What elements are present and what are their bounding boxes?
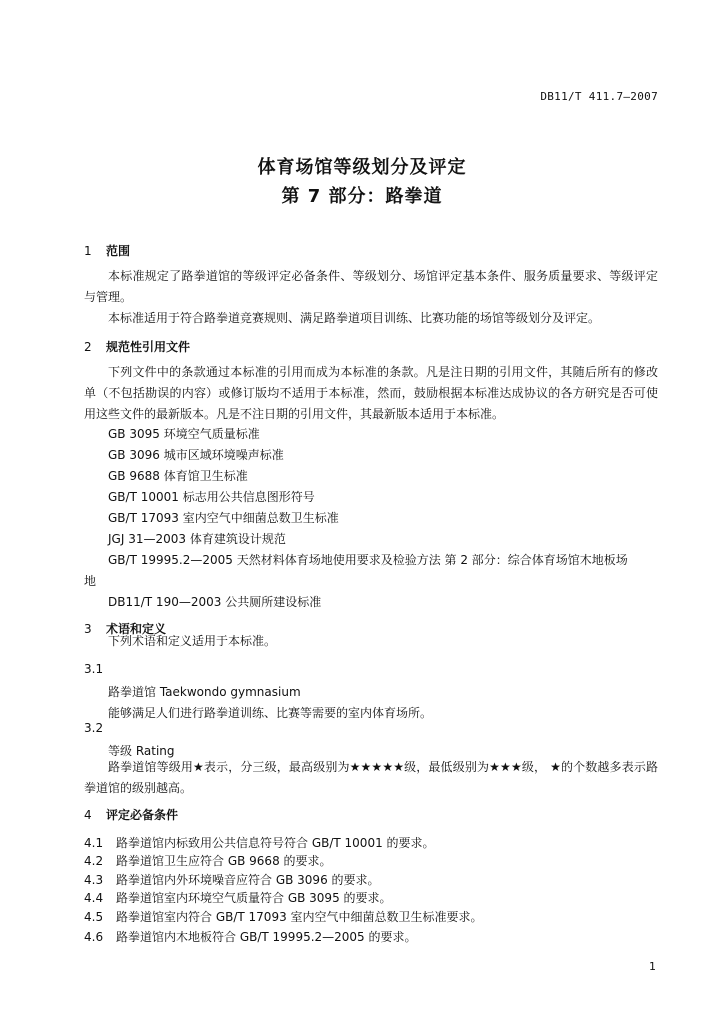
term-3-2-title: 等级 Rating (108, 744, 175, 758)
requirement-item (84, 852, 332, 869)
requirement-text: 路拳道馆内外环境噪音应符合 GB 3096 的要求。 (116, 873, 380, 887)
document-subtitle: 第 7 部分：路拳道 (281, 186, 443, 207)
requirement-number: 4.3 (84, 873, 104, 887)
reference-item: GB 3096 城市区域环境噪声标准 (108, 448, 284, 462)
section-4-number: 4 (84, 808, 92, 822)
section-3-intro (108, 631, 276, 652)
section-2-number: 2 (84, 340, 92, 354)
reference-item: GB/T 19995.2—2005 天然材料体育场地使用要求及检验方法 第 2 部分：综合体育场馆木地板场 (108, 553, 628, 567)
section-2-title: 规范性引用文件 (106, 340, 191, 354)
requirement-item (84, 834, 435, 851)
requirement-item (84, 889, 392, 906)
requirement-number: 4.1 (84, 836, 104, 850)
reference-item: DB11/T 190—2003 公共厕所建设标准 (108, 595, 322, 609)
section-1-title: 范围 (106, 244, 131, 258)
requirement-number: 4.6 (84, 930, 104, 944)
section-1-number: 1 (84, 244, 92, 258)
reference-item: GB 3095 环境空气质量标准 (108, 427, 260, 441)
requirement-number: 4.5 (84, 910, 104, 924)
page-number: 1 (649, 960, 656, 973)
term-3-2-number: 3.2 (84, 721, 104, 735)
section-4-title: 评定必备条件 (106, 808, 179, 822)
requirement-item (84, 908, 483, 925)
requirement-text: 路拳道馆室内环境空气质量符合 GB 3095 的要求。 (116, 891, 392, 905)
reference-item: GB/T 17093 室内空气中细菌总数卫生标准 (108, 511, 339, 525)
requirement-text: 路拳道馆内标致用公共信息符号符合 GB/T 10001 的要求。 (116, 836, 435, 850)
reference-item-wrap: 地 (84, 574, 97, 588)
requirement-text: 路拳道馆卫生应符合 GB 9668 的要求。 (116, 854, 332, 868)
term-3-1-title: 路拳道馆 Taekwondo gymnasium (108, 685, 301, 699)
requirement-item (84, 871, 380, 888)
reference-item: GB/T 10001 标志用公共信息图形符号 (108, 490, 315, 504)
section-4-heading (84, 806, 178, 823)
requirement-number: 4.4 (84, 891, 104, 905)
reference-item: JGJ 31—2003 体育建筑设计规范 (108, 532, 286, 546)
section-3-intro-text: 下列术语和定义适用于本标准。 (108, 634, 277, 648)
section-1-heading (84, 242, 130, 259)
section-2-paragraph: 下列文件中的条款通过本标准的引用而成为本标准的条款。凡是注日期的引用文件，其随后所有的修改单（不包括勘误的内容）或修订版均不适用于本标准，然而，鼓励根据本标准达成协议的各方研究是否可使用这些文件的最新版本。凡是不注日期的引用文件，其最新版本适用于本标准。 (84, 365, 658, 421)
section-1-paragraph-1: 本标准规定了路拳道馆的等级评定必备条件、等级划分、场馆评定基本条件、服务质量要求、等级评定与管理。 (84, 269, 658, 304)
document-title: 体育场馆等级划分及评定 (257, 157, 467, 178)
section-2-heading (84, 338, 190, 355)
standard-code: DB11/T 411.7—2007 (540, 90, 658, 103)
requirement-text: 路拳道馆内木地板符合 GB/T 19995.2—2005 的要求。 (116, 930, 417, 944)
section-3-number: 3 (84, 622, 92, 636)
requirement-number: 4.2 (84, 854, 104, 868)
term-3-1-number: 3.1 (84, 662, 104, 676)
section-1-paragraph-2: 本标准适用于符合路拳道竞赛规则、满足路拳道项目训练、比赛功能的场馆等级划分及评定。 (108, 311, 601, 325)
requirement-item (84, 928, 417, 945)
requirement-text: 路拳道馆室内符合 GB/T 17093 室内空气中细菌总数卫生标准要求。 (116, 910, 483, 924)
section-3-title: 术语和定义 (106, 622, 167, 636)
term-3-2-definition: 路拳道馆等级用★表示，分三级，最高级别为★★★★★级，最低级别为★★★级， ★的个数越多表示路拳道馆的级别越高。 (84, 760, 658, 795)
term-3-1-definition: 能够满足人们进行路拳道训练、比赛等需要的室内体育场所。 (108, 706, 433, 720)
reference-item: GB 9688 体育馆卫生标准 (108, 469, 248, 483)
